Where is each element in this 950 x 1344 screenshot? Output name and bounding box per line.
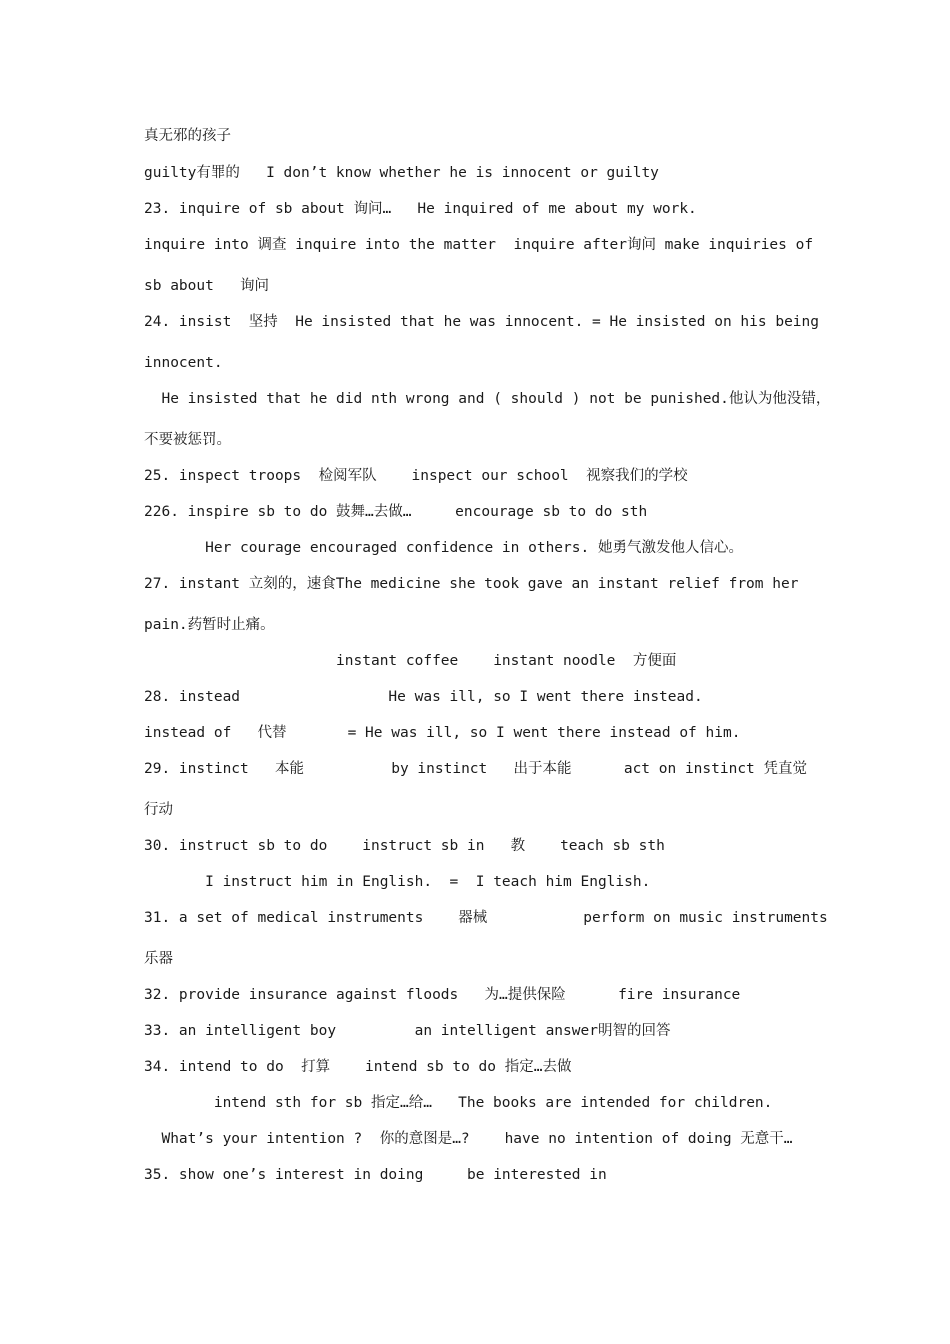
text-line: 32. provide insurance against floods 为…提供保险 fire insurance: [144, 987, 741, 1003]
text-line: 30. instruct sb to do instruct sb in 教 teach sb sth: [144, 838, 665, 854]
text-line: Her courage encouraged confidence in others. 她勇气激发他人信心。: [144, 540, 743, 556]
text-line: What’s your intention ? 你的意图是…? have no intention of doing 无意干…: [144, 1131, 793, 1147]
text-line: 25. inspect troops 检阅军队 inspect our school 视察我们的学校: [144, 468, 688, 484]
text-line: 24. insist 坚持 He insisted that he was innocent. = He insisted on his being: [144, 314, 820, 330]
text-line: 226. inspire sb to do 鼓舞…去做… encourage sb to do sth: [144, 504, 648, 520]
text-line: 27. instant 立刻的，速食The medicine she took gave an instant relief from her: [144, 576, 799, 592]
text-line: instant coffee instant noodle 方便面: [144, 653, 677, 669]
text-line: innocent.: [144, 355, 223, 371]
text-line: intend sth for sb 指定…给… The books are intended for children.: [144, 1095, 773, 1111]
text-line: 23. inquire of sb about 询问… He inquired of me about my work.: [144, 201, 697, 217]
text-line: 不要被惩罚。: [144, 432, 231, 448]
text-line: guilty有罪的 I don’t know whether he is innocent or guilty: [144, 165, 659, 181]
text-line: 35. show one’s interest in doing be interested in: [144, 1167, 607, 1183]
text-line: pain.药暂时止痛。: [144, 617, 275, 633]
text-line: 28. instead He was ill, so I went there instead.: [144, 689, 703, 705]
text-line: 29. instinct 本能 by instinct 出于本能 act on instinct 凭直觉: [144, 761, 808, 777]
text-line: He insisted that he did nth wrong and ( should ) not be punished.他认为他没错，: [144, 391, 831, 407]
text-line: 33. an intelligent boy an intelligent answer明智的回答: [144, 1023, 671, 1039]
text-line: inquire into 调查 inquire into the matter inquire after询问 make inquiries of: [144, 237, 814, 253]
text-line: 真无邪的孩子: [144, 128, 231, 144]
text-line: instead of 代替 = He was ill, so I went there instead of him.: [144, 725, 741, 741]
text-line: 乐器: [144, 951, 173, 967]
text-line: I instruct him in English. = I teach him English.: [144, 874, 651, 890]
text-line: sb about 询问: [144, 278, 270, 294]
text-line: 行动: [144, 802, 173, 818]
text-line: 31. a set of medical instruments 器械 perform on music instruments: [144, 910, 828, 926]
text-line: 34. intend to do 打算 intend sb to do 指定…去做: [144, 1059, 572, 1075]
